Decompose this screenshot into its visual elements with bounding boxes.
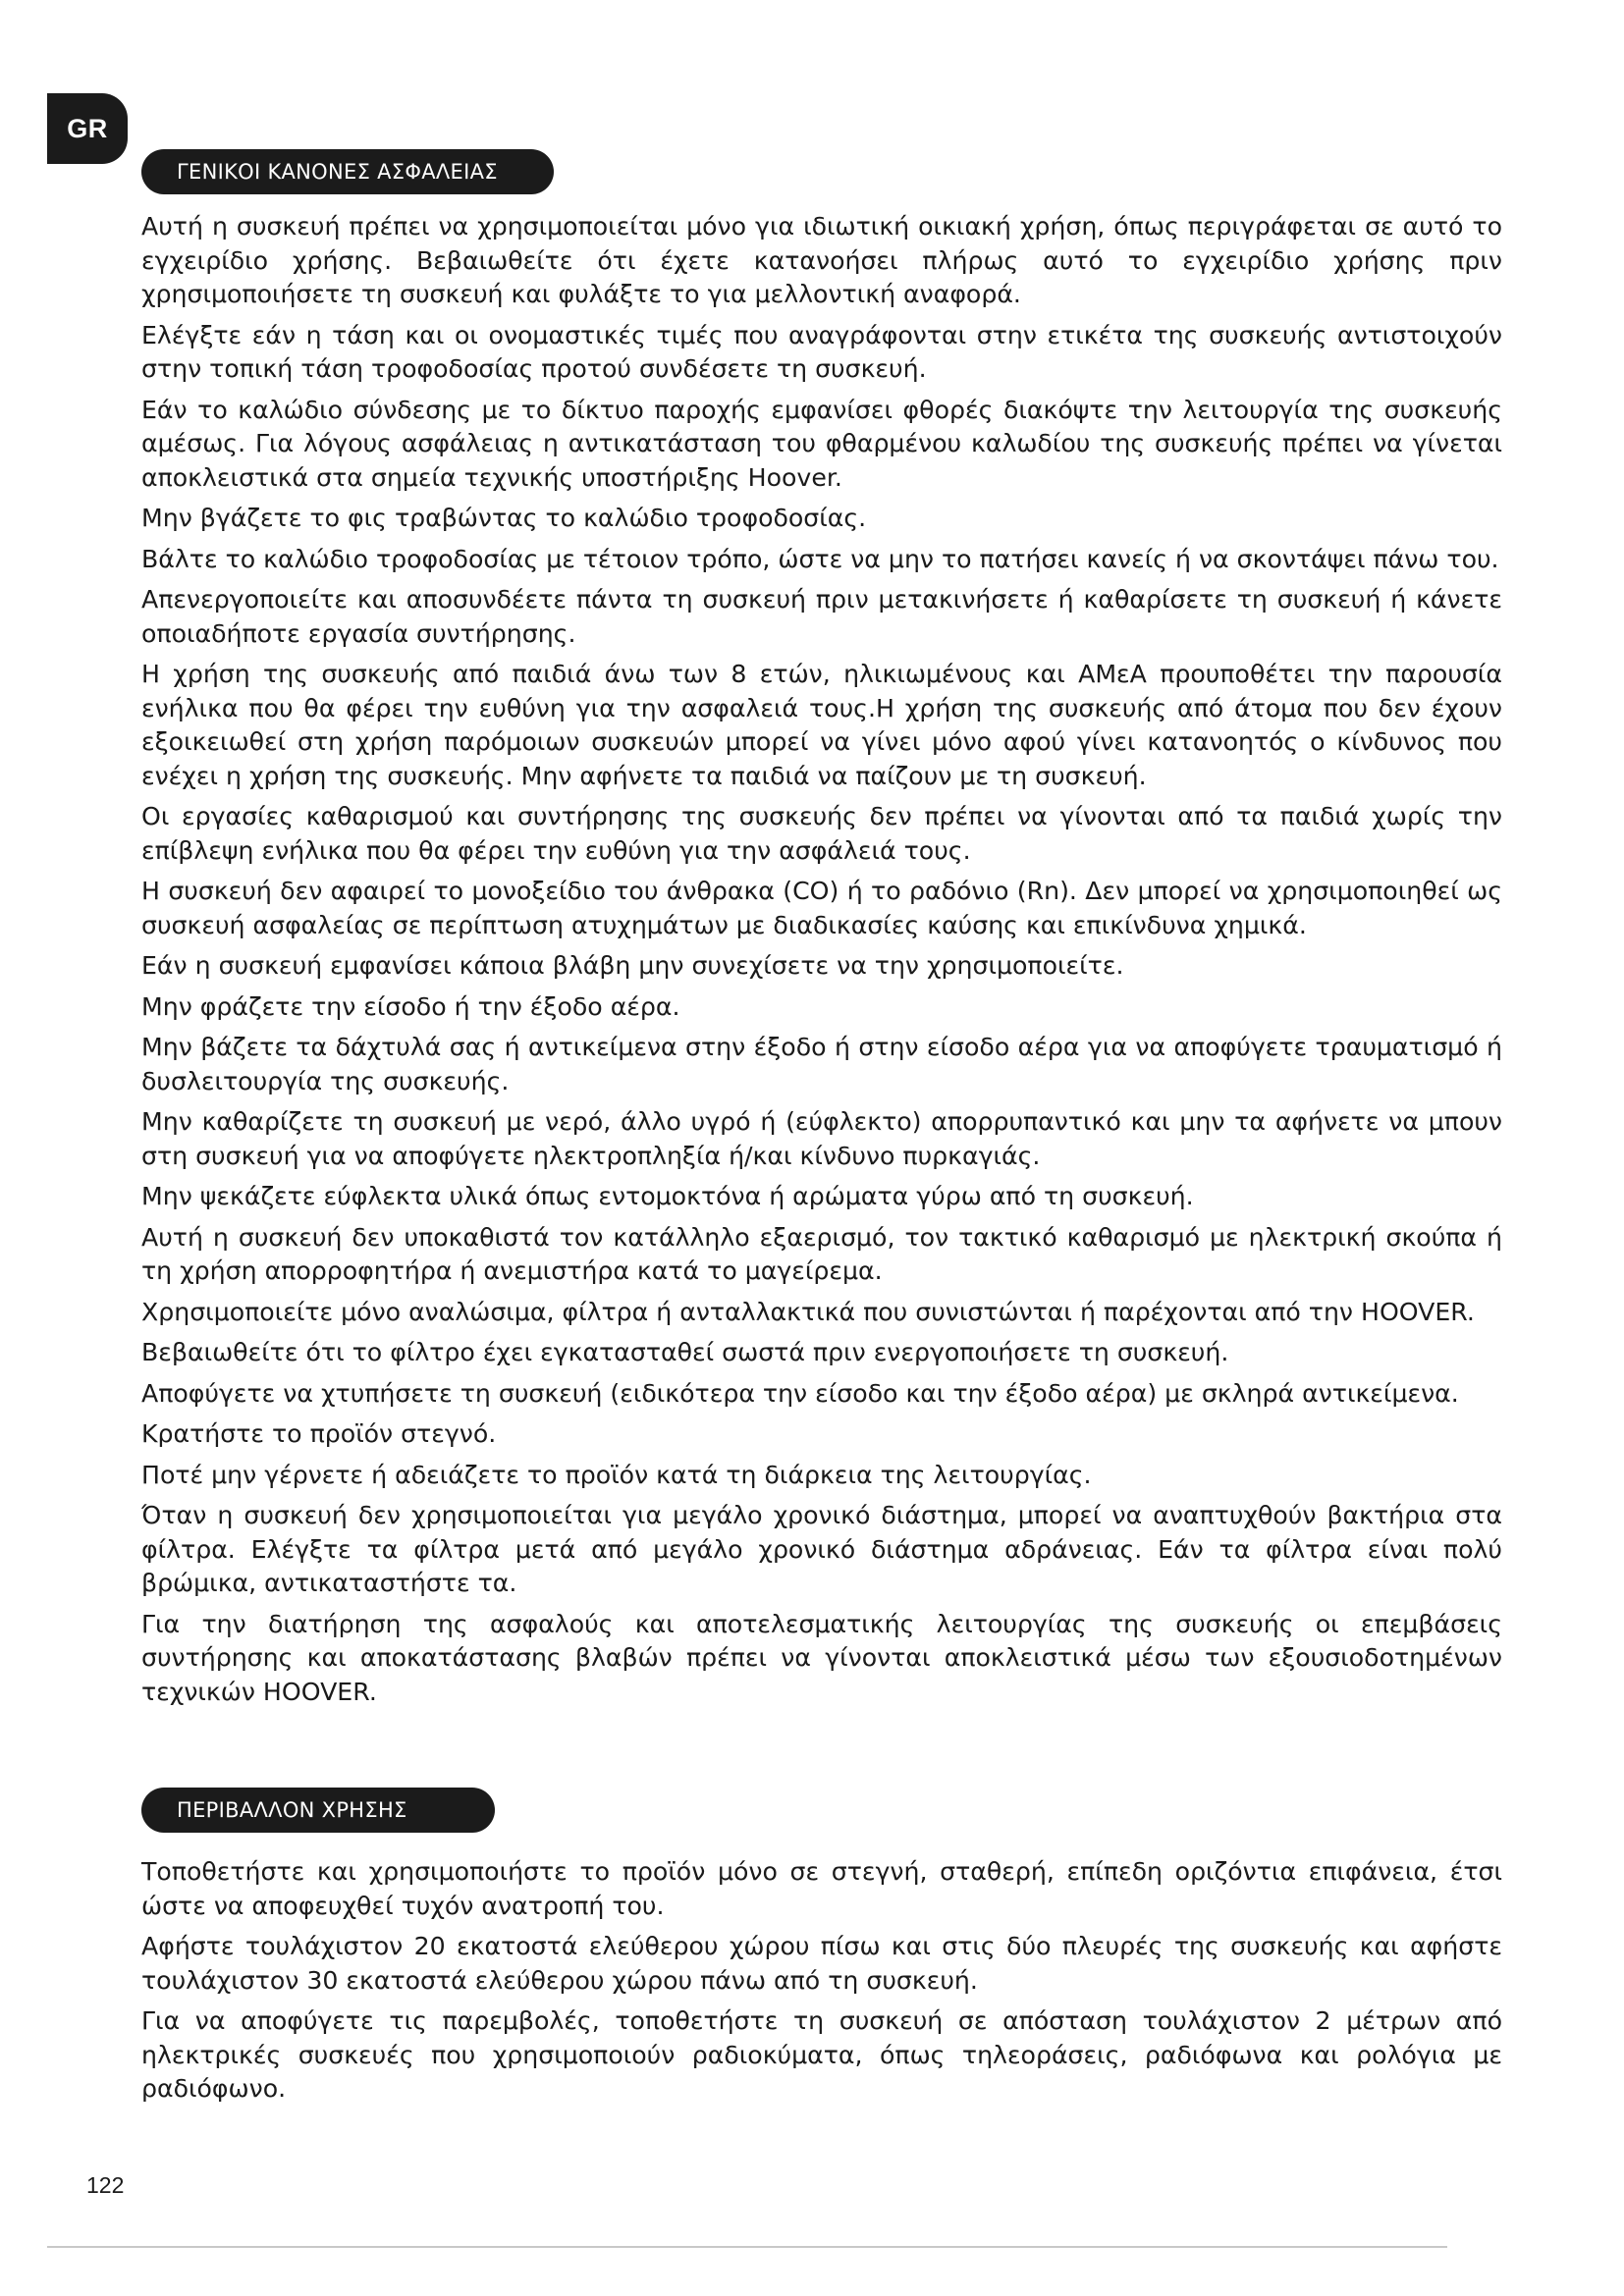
paragraph: Τοποθετήστε και χρησιμοποιήστε το προϊόν μόνο σε στεγνή, σταθερή, επίπεδη οριζόντια επιφάνεια, έτσι ώστε να αποφευχθεί τυχόν ανατροπή του. — [141, 1857, 1502, 1920]
paragraph: Μην φράζετε την είσοδο ή την έξοδο αέρα. — [141, 991, 680, 1021]
paragraph: Μην καθαρίζετε τη συσκευή με νερό, άλλο υγρό ή (εύφλεκτο) απορρυπαντικό και μην τα αφήνετε να μπουν στη συσκευή για να αποφύγετε ηλεκτροπληξία ή/και κίνδυνο πυρκαγιάς. — [141, 1107, 1502, 1170]
paragraph: Για την διατήρηση της ασφαλούς και αποτελεσματικής λειτουργίας της συσκευής οι επεμβάσεις συντήρησης και αποκατάστασης βλαβών πρέπει να γίνονται αποκλειστικά μέσω των εξουσιοδοτημένων τεχνικών HOOVER. — [141, 1609, 1502, 1706]
section-header-general-safety-rules: ΓΕΝΙΚΟΙ ΚΑΝΟΝΕΣ ΑΣΦΑΛΕΙΑΣ — [141, 149, 554, 194]
paragraph: Αυτή η συσκευή πρέπει να χρησιμοποιείται μόνο για ιδιωτική οικιακή χρήση, όπως περιγράφεται σε αυτό το εγχειρίδιο χρήσης. Βεβαιωθείτε ότι έχετε κατανοήσει πλήρως αυτό το εγχειρίδιο χρήσης πριν χρησιμοποιήσετε τη συσκευή και φυλάξτε το για μελλοντική αναφορά. — [141, 212, 1502, 308]
paragraph: Ελέγξτε εάν η τάση και οι ονομαστικές τιμές που αναγράφονται στην ετικέτα της συσκευής αντιστοιχούν στην τοπική τάση τροφοδοσίας προτού συνδέσετε τη συσκευή. — [141, 320, 1502, 383]
paragraph: Αποφύγετε να χτυπήσετε τη συσκευή (ειδικότερα την είσοδο και την έξοδο αέρα) με σκληρά αντικείμενα. — [141, 1378, 1459, 1408]
section-header-usage-environment: ΠΕΡΙΒΑΛΛΟΝ ΧΡΗΣΗΣ — [141, 1788, 495, 1833]
paragraph: Μην βάζετε τα δάχτυλά σας ή αντικείμενα στην έξοδο ή στην είσοδο αέρα για να αποφύγετε τραυματισμό ή δυσλειτουργία της συσκευής. — [141, 1033, 1502, 1095]
paragraph: Όταν η συσκευή δεν χρησιμοποιείται για μεγάλο χρονικό διάστημα, μπορεί να αναπτυχθούν βακτήρια στα φίλτρα. Ελέγξτε τα φίλτρα μετά από μεγάλο χρονικό διάστημα αδράνειας. Εάν τα φίλτρα είναι πολύ βρώμικα, αντικαταστήστε τα. — [141, 1501, 1502, 1597]
section-body-usage-environment — [141, 1855, 1502, 2113]
page-number: 122 — [86, 2172, 125, 2198]
footer-divider — [47, 2246, 1447, 2248]
paragraph: Εάν η συσκευή εμφανίσει κάποια βλάβη μην συνεχίσετε να την χρησιμοποιείτε. — [141, 951, 1124, 980]
paragraph: Χρησιμοποιείτε μόνο αναλώσιμα, φίλτρα ή ανταλλακτικά που συνιστώνται ή παρέχονται από την HOOVER. — [141, 1297, 1475, 1326]
paragraph: Κρατήστε το προϊόν στεγνό. — [141, 1419, 497, 1448]
paragraph: Βεβαιωθείτε ότι το φίλτρο έχει εγκατασταθεί σωστά πριν ενεργοποιήσετε τη συσκευή. — [141, 1338, 1229, 1366]
paragraph: Αυτή η συσκευή δεν υποκαθιστά τον κατάλληλο εξαερισμό, τον τακτικό καθαρισμό με ηλεκτρική σκούπα ή τη χρήση απορροφητήρα ή ανεμιστήρα κατά το μαγείρεμα. — [141, 1222, 1502, 1285]
paragraph: Ποτέ μην γέρνετε ή αδειάζετε το προϊόν κατά τη διάρκεια της λειτουργίας. — [141, 1460, 1092, 1489]
paragraph: Εάν το καλώδιο σύνδεσης με το δίκτυο παροχής εμφανίσει φθορές διακόψτε την λειτουργία της συσκευής αμέσως. Για λόγους ασφάλειας η αντικατάσταση του φθαρμένου καλωδίου της συσκευής πρέπει να γίνεται αποκλειστικά στα σημεία τεχνικής υποστήριξης Hoover. — [141, 395, 1502, 492]
paragraph: Αφήστε τουλάχιστον 20 εκατοστά ελεύθερου χώρου πίσω και στις δύο πλευρές της συσκευής και αφήστε τουλάχιστον 30 εκατοστά ελεύθερου χώρου πάνω από τη συσκευή. — [141, 1932, 1502, 1995]
language-tab: GR — [47, 93, 128, 164]
section-body-general-safety-rules — [141, 210, 1502, 1716]
paragraph: Για να αποφύγετε τις παρεμβολές, τοποθετήστε τη συσκευή σε απόσταση τουλάχιστον 2 μέτρων από ηλεκτρικές συσκευές που χρησιμοποιούν ραδιοκύματα, όπως τηλεοράσεις, ραδιόφωνα και ρολόγια με ραδιόφωνο. — [141, 2006, 1502, 2103]
paragraph: Η συσκευή δεν αφαιρεί το μονοξείδιο του άνθρακα (CO) ή το ραδόνιο (Rn). Δεν μπορεί να χρησιμοποιηθεί ως συσκευή ασφαλείας σε περίπτωση ατυχημάτων με διαδικασίες καύσης και επικίνδυνα χημικά. — [141, 877, 1502, 939]
paragraph: Μην βγάζετε το φις τραβώντας το καλώδιο τροφοδοσίας. — [141, 504, 867, 532]
paragraph: Οι εργασίες καθαρισμού και συντήρησης της συσκευής δεν πρέπει να γίνονται από τα παιδιά χωρίς την επίβλεψη ενήλικα που θα φέρει την ευθύνη για την ασφάλειά τους. — [141, 802, 1502, 865]
paragraph: Η χρήση της συσκευής από παιδιά άνω των 8 ετών, ηλικιωμένους και ΑΜεΑ προυποθέτει την παρουσία ενήλικα που θα φέρει την ευθύνη για την ασφαλειά τους.Η χρήση της συσκευής από άτομα που δεν έχουν εξοικειωθεί στη χρήση παρόμοιων συσκευών μπορεί να γίνει μόνο αφού γίνει κατανοητός ο κίνδυνος που ενέχει η χρήση της συσκευής. Μην αφήνετε τα παιδιά να παίζουν με τη συσκευή. — [141, 660, 1502, 790]
paragraph: Μην ψεκάζετε εύφλεκτα υλικά όπως εντομοκτόνα ή αρώματα γύρω από τη συσκευή. — [141, 1182, 1194, 1210]
paragraph: Βάλτε το καλώδιο τροφοδοσίας με τέτοιον τρόπο, ώστε να μην το πατήσει κανείς ή να σκοντάψει πάνω του. — [141, 544, 1499, 573]
paragraph: Απενεργοποιείτε και αποσυνδέετε πάντα τη συσκευή πριν μετακινήσετε ή καθαρίσετε τη συσκευή ή κάνετε οποιαδήποτε εργασία συντήρησης. — [141, 585, 1502, 648]
